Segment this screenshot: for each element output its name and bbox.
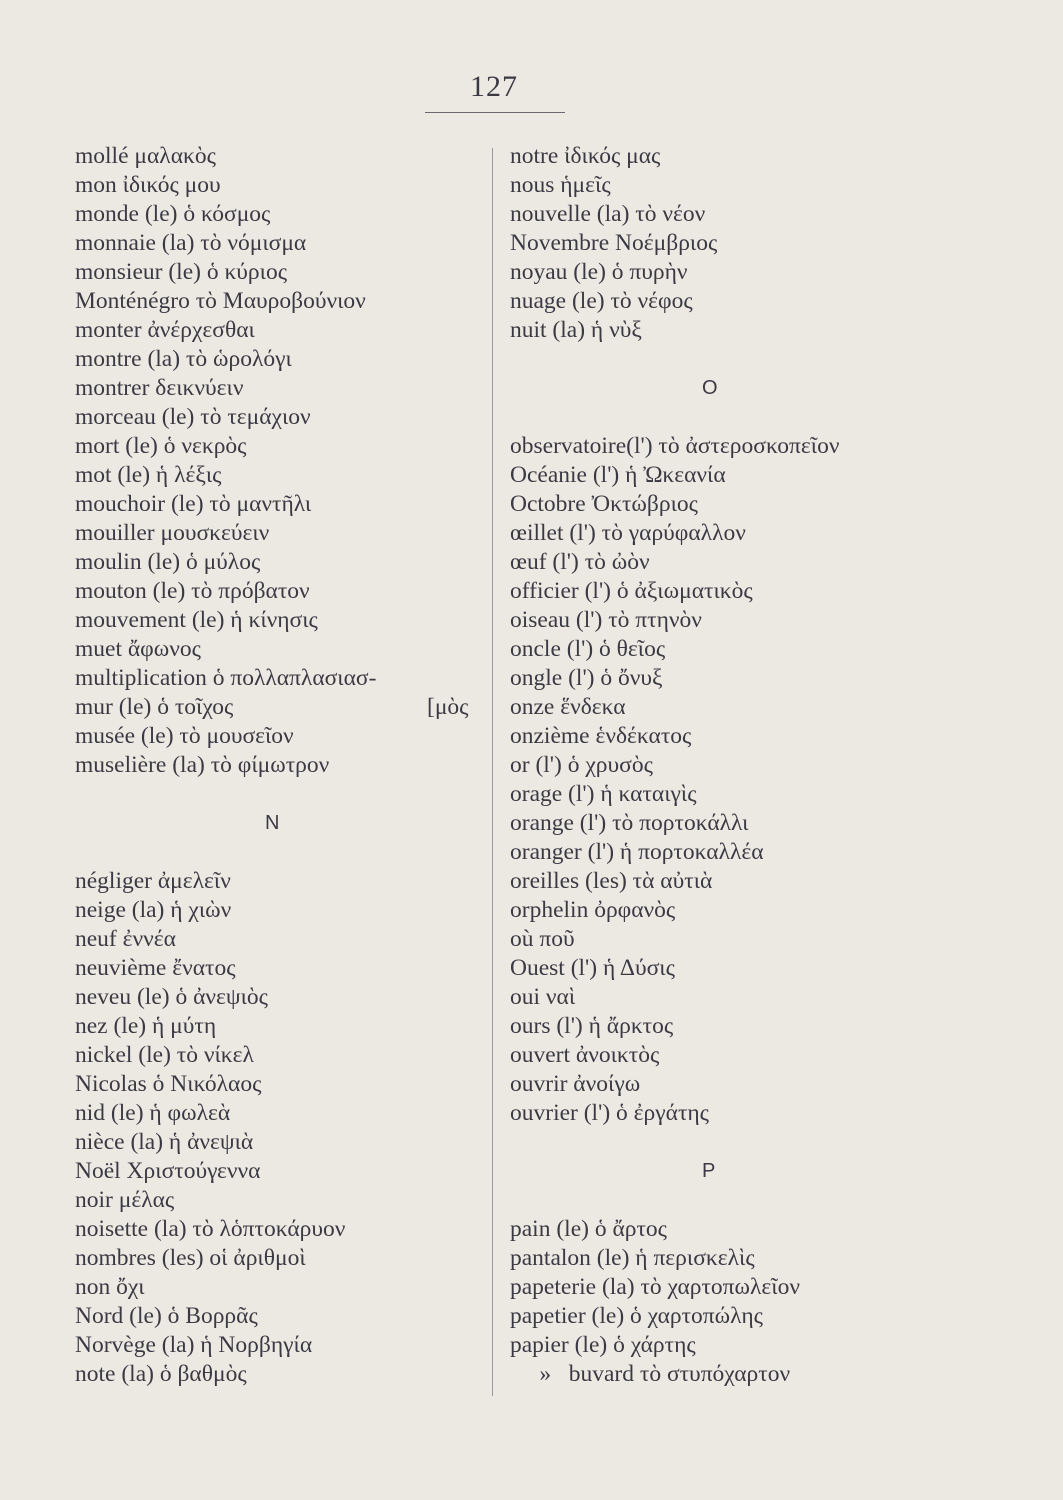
dictionary-entry: onzième ἑνδέκατος (510, 723, 692, 749)
dictionary-entry: noir μέλας (75, 1187, 175, 1213)
entry-text: mur (le) ὁ τοῖχος (75, 694, 234, 720)
dictionary-entry: œillet (l') τὸ γαρύφαλλον (510, 520, 746, 546)
dictionary-entry: monsieur (le) ὁ κύριος (75, 259, 288, 285)
dictionary-entry: mouiller μουσκεύειν (75, 520, 270, 546)
dictionary-entry: Noël Χριστούγεννα (75, 1158, 261, 1184)
dictionary-entry: nickel (le) τὸ νίκελ (75, 1042, 254, 1068)
dictionary-entry: nuit (la) ἡ νὺξ (510, 317, 642, 343)
dictionary-entry: or (l') ὁ χρυσὸς (510, 752, 653, 778)
dictionary-entry: mon ἰδικός μου (75, 172, 221, 198)
dictionary-entry: Nicolas ὁ Νικόλαος (75, 1071, 262, 1097)
dictionary-entry: oranger (l') ἡ πορτοκαλλέα (510, 839, 764, 865)
dictionary-entry: nous ἡμεῖς (510, 172, 611, 198)
dictionary-entry: neige (la) ἡ χιὼν (75, 897, 232, 923)
dictionary-entry: montre (la) τὸ ὡρολόγι (75, 346, 292, 372)
page-number: 127 (470, 70, 518, 103)
dictionary-entry: oncle (l') ὁ θεῖος (510, 636, 666, 662)
dictionary-entry: onze ἕνδεκα (510, 694, 626, 720)
dictionary-entry: neveu (le) ὁ ἀνεψιὸς (75, 984, 268, 1010)
dictionary-entry: nez (le) ἡ μύτη (75, 1013, 217, 1039)
entry-list-m (75, 142, 485, 780)
dictionary-entry (75, 693, 485, 722)
dictionary-entry: muselière (la) τὸ φίμωτρον (75, 752, 330, 778)
dictionary-entry: orange (l') τὸ πορτοκάλλι (510, 810, 749, 836)
dictionary-entry: officier (l') ὁ ἀξιωματικὸς (510, 578, 753, 604)
dictionary-entry: ours (l') ἡ ἄρκτος (510, 1013, 674, 1039)
dictionary-entry: mouvement (le) ἡ κίνησις (75, 607, 318, 633)
dictionary-entry: papeterie (la) τὸ χαρτοπωλεῖον (510, 1274, 800, 1300)
page-number-rule (425, 112, 565, 113)
entry-list-n (75, 867, 485, 1389)
dictionary-entry: nid (le) ἡ φωλεὰ (75, 1100, 231, 1126)
dictionary-entry: ongle (l') ὁ ὄνυξ (510, 665, 663, 691)
hyphenation-continuation: [μὸς (427, 694, 469, 720)
dictionary-entry: noyau (le) ὁ πυρὴν (510, 259, 688, 285)
dictionary-entry: nièce (la) ἡ ἀνεψιὰ (75, 1129, 254, 1155)
dictionary-entry: Norvège (la) ἡ Νορβηγία (75, 1332, 313, 1358)
dictionary-entry: musée (le) τὸ μουσεῖον (75, 723, 294, 749)
dictionary-entry: nouvelle (la) τὸ νέον (510, 201, 706, 227)
dictionary-entry: Monténégro τὸ Μαυροβούνιον (75, 288, 366, 314)
dictionary-entry: muet ἄφωνος (75, 636, 201, 662)
entry-list-p (510, 1215, 990, 1389)
dictionary-entry: moulin (le) ὁ μύλος (75, 549, 261, 575)
dictionary-entry: note (la) ὁ βαθμὸς (75, 1361, 247, 1387)
dictionary-entry: oui ναὶ (510, 984, 576, 1010)
dictionary-entry: nombres (les) οἱ ἀριθμοὶ (75, 1245, 306, 1271)
dictionary-entry: monter ἀνέρχεσθαι (75, 317, 255, 343)
dictionary-entry: monnaie (la) τὸ νόμισμα (75, 230, 307, 256)
dictionary-entry: mouchoir (le) τὸ μαντῆλι (75, 491, 312, 517)
dictionary-entry: Nord (le) ὁ Βορρᾶς (75, 1303, 258, 1329)
dictionary-entry: pain (le) ὁ ἄρτος (510, 1216, 667, 1242)
dictionary-entry: ouvrier (l') ὁ ἐργάτης (510, 1100, 709, 1126)
dictionary-entry: noisette (la) τὸ λὁπτοκάρυον (75, 1216, 346, 1242)
section-letter-o: O (702, 377, 718, 399)
dictionary-entry: neuvième ἔνατος (75, 955, 236, 981)
dictionary-entry: oreilles (les) τὰ αὐτιὰ (510, 868, 713, 894)
dictionary-entry: mollé μαλακὸς (75, 143, 216, 169)
dictionary-entry: Océanie (l') ἡ Ὠκεανία (510, 462, 726, 488)
dictionary-entry: mouton (le) τὸ πρόβατον (75, 578, 310, 604)
dictionary-entry: papier (le) ὁ χάρτης (510, 1332, 696, 1358)
dictionary-entry: Octobre Ὀκτώβριος (510, 491, 698, 517)
dictionary-entry: oiseau (l') τὸ πτηνὸν (510, 607, 702, 633)
dictionary-entry: mot (le) ἡ λέξις (75, 462, 222, 488)
dictionary-entry: montrer δεικνύειν (75, 375, 244, 401)
column-divider (492, 148, 493, 1396)
dictionary-entry: non ὄχι (75, 1274, 145, 1300)
dictionary-entry: Ouest (l') ἡ Δύσις (510, 955, 675, 981)
dictionary-entry: pantalon (le) ἡ περισκελὶς (510, 1245, 755, 1271)
dictionary-entry: ouvert ἀνοικτὸς (510, 1042, 660, 1068)
entry-list-o (510, 432, 990, 1128)
dictionary-entry: » buvard τὸ στυπόχαρτον (510, 1361, 791, 1387)
dictionary-entry: orage (l') ἡ καταιγὶς (510, 781, 697, 807)
dictionary-entry: papetier (le) ὁ χαρτοπώλης (510, 1303, 763, 1329)
section-letter-p: P (702, 1160, 716, 1182)
dictionary-entry: où ποῦ (510, 926, 575, 952)
dictionary-entry: monde (le) ὁ κόσμος (75, 201, 271, 227)
dictionary-entry: neuf ἐννέα (75, 926, 176, 952)
dictionary-entry: multiplication ὁ πολλαπλασιασ- (75, 665, 377, 691)
dictionary-entry: orphelin ὀρφανὸς (510, 897, 676, 923)
dictionary-entry: mort (le) ὁ νεκρὸς (75, 433, 247, 459)
dictionary-entry: œuf (l') τὸ ὠὸν (510, 549, 650, 575)
dictionary-entry: Novembre Νοέμβριος (510, 230, 718, 256)
dictionary-entry: ouvrir ἀνοίγω (510, 1071, 641, 1097)
dictionary-entry: négliger ἀμελεῖν (75, 868, 231, 894)
section-letter-n: N (265, 812, 280, 834)
entry-list-n-cont (510, 142, 990, 345)
dictionary-entry: morceau (le) τὸ τεμάχιον (75, 404, 311, 430)
dictionary-entry: observatoire(l') τὸ ἀστεροσκοπεῖον (510, 433, 840, 459)
dictionary-entry: notre ἰδικός μας (510, 143, 661, 169)
right-column (510, 142, 990, 1389)
left-column (75, 142, 485, 1389)
dictionary-entry: nuage (le) τὸ νέφος (510, 288, 693, 314)
